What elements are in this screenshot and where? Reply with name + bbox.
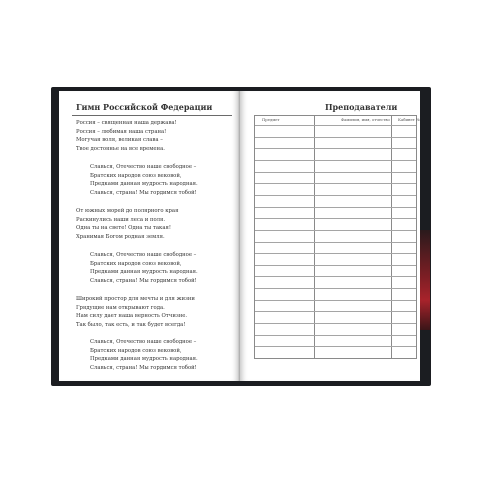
verse-line: Так было, так есть, и так будет всегда! — [76, 322, 186, 329]
verse-line: Братских народов союз вековой, — [90, 260, 182, 267]
table-row — [255, 125, 416, 126]
table-row — [255, 253, 416, 254]
verse-line: Славься, Отечество наше свободное – — [90, 339, 197, 345]
table-row — [255, 346, 416, 347]
teachers-table — [254, 115, 420, 359]
table-row — [255, 300, 416, 301]
chorus — [90, 163, 198, 198]
verse-line: Предками данная мудрость народная. — [90, 269, 198, 276]
verse-line: Россия – любимая наша страна! — [76, 128, 167, 135]
table-row — [255, 276, 416, 277]
verse-line: Раскинулись наши леса и поля. — [76, 216, 166, 223]
verse-line: Твое достоянье на все времена. — [76, 146, 165, 153]
verse-line: Славься, Отечество наше свободное – — [90, 164, 197, 170]
table-row — [255, 183, 416, 184]
verse — [76, 295, 195, 330]
column-header-subject: Предмет — [262, 117, 280, 122]
verse-line: Могучая воля, великая слава – — [76, 137, 163, 144]
right-page — [240, 91, 420, 381]
table-row — [255, 242, 416, 243]
verse-line: Славься, страна! Мы гордимся тобой! — [90, 278, 197, 285]
table-row — [255, 218, 416, 219]
verse-line: Братских народов союз вековой, — [90, 172, 182, 179]
chorus — [90, 338, 198, 373]
verse — [76, 207, 178, 242]
table-row — [255, 265, 416, 266]
verse-line: Славься, страна! Мы гордимся тобой! — [90, 365, 197, 372]
verse-line: Славься, страна! Мы гордимся тобой! — [90, 190, 197, 197]
column-header-name: Фамилия, имя, отчество — [341, 117, 390, 122]
verse-line: Предками данная мудрость народная. — [90, 181, 198, 188]
verse-line: Одна ты на свете! Одна ты такая! — [76, 225, 171, 232]
table-row — [255, 311, 416, 312]
table-row — [255, 148, 416, 149]
table-row — [255, 207, 416, 208]
verse-line: Грядущие нам открывают года. — [76, 304, 165, 311]
verse-line: Славься, Отечество наше свободное – — [90, 252, 197, 258]
verse-line: Россия – священная наша держава! — [76, 120, 177, 126]
verse-line: Предками данная мудрость народная. — [90, 356, 198, 363]
title-underline — [72, 115, 232, 116]
table-row — [255, 195, 416, 196]
verse — [76, 119, 177, 154]
chorus — [90, 251, 198, 286]
verse-line: Нам силу дает наша верность Отчизне. — [76, 313, 188, 320]
column-header-room: Кабинет № — [398, 117, 420, 122]
column-divider — [391, 116, 392, 358]
table-row — [255, 323, 416, 324]
table-row — [255, 160, 416, 161]
table-row — [255, 230, 416, 231]
table-row — [255, 288, 416, 289]
anthem-title: Гимн Российской Федерации — [76, 102, 213, 112]
left-page — [59, 91, 239, 381]
table-row — [255, 172, 416, 173]
table-row — [255, 137, 416, 138]
verse-line: Хранимая Богом родная земля. — [76, 234, 165, 241]
table-row — [255, 335, 416, 336]
verse-line: Братских народов союз вековой, — [90, 347, 182, 354]
verse-line: От южных морей до полярного края — [76, 208, 179, 214]
column-divider — [314, 116, 315, 358]
teachers-title: Преподаватели — [325, 102, 398, 112]
verse-line: Широкий простор для мечты и для жизни — [76, 296, 195, 302]
